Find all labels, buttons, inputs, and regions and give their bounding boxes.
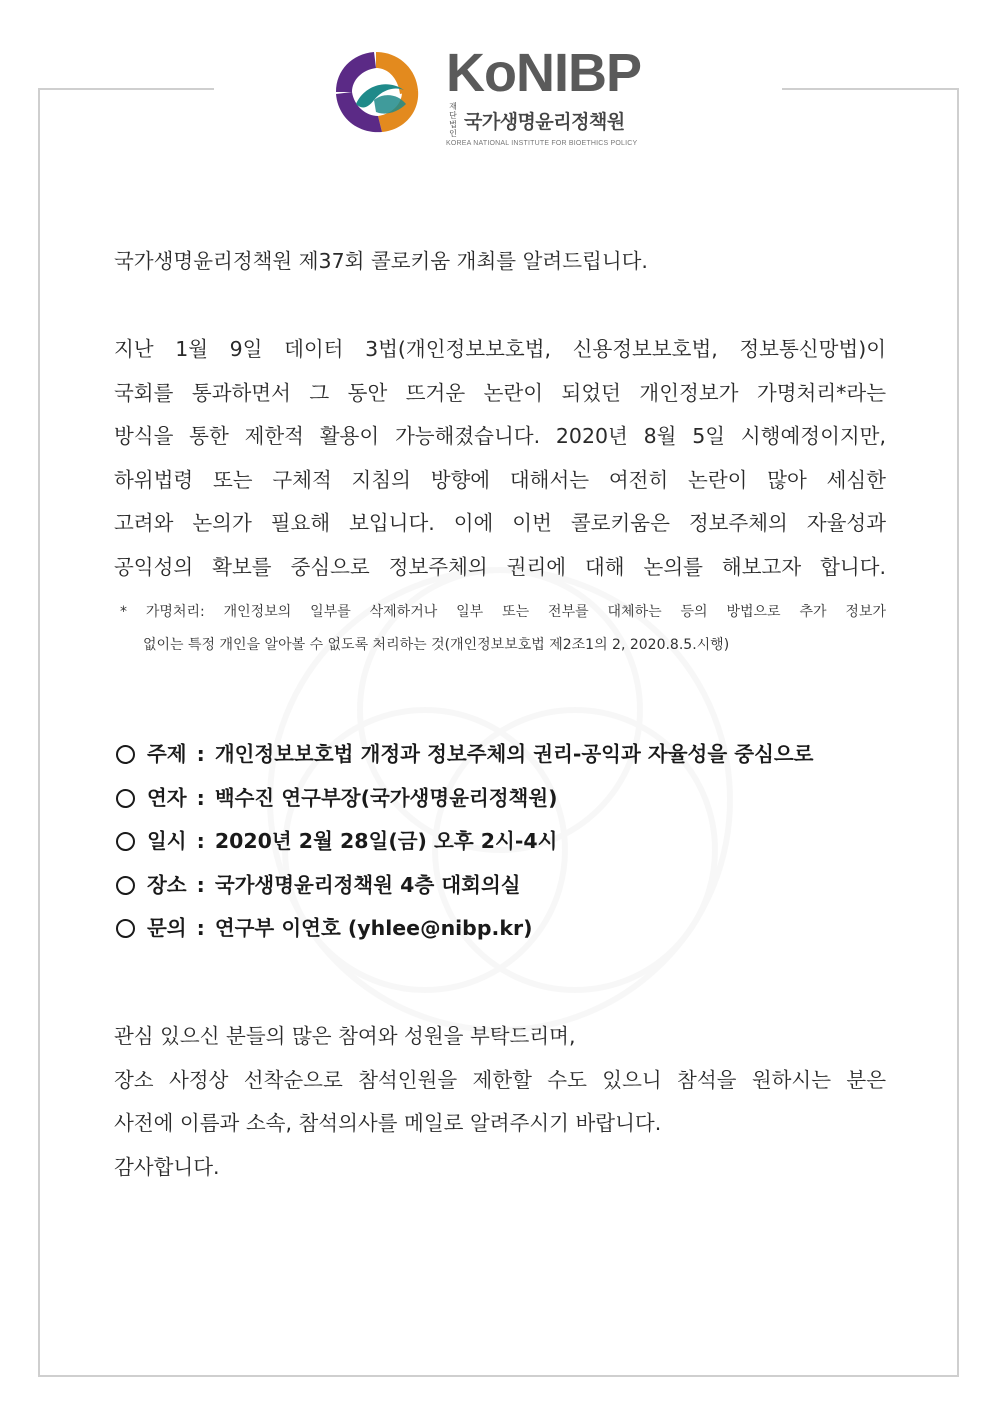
body-line: 국회를 통과하면서 그 동안 뜨거운 논란이 되었던 개인정보가 가명처리*라는 bbox=[114, 380, 886, 405]
detail-item-location bbox=[114, 864, 886, 908]
detail-item-datetime bbox=[114, 820, 886, 864]
frame-top-left-line bbox=[38, 88, 214, 90]
footnote-line: 없이는 특정 개인을 알아볼 수 없도록 처리하는 것(개인정보보호법 제2조1의 2, 2020.8.5.시행) bbox=[143, 637, 730, 653]
detail-item-topic bbox=[114, 733, 886, 777]
circle-bullet-icon bbox=[116, 919, 135, 938]
detail-value: 국가생명윤리정책원 4층 대회의실 bbox=[214, 872, 521, 897]
detail-label: 일시 bbox=[147, 829, 187, 853]
closing-line: 장소 사정상 선착순으로 참석인원을 제한할 수도 있으니 참석을 원하시는 분은 bbox=[114, 1067, 886, 1092]
closing-line: 사전에 이름과 소속, 참석의사를 메일로 알려주시기 바랍니다. bbox=[114, 1111, 662, 1135]
frame-left-line bbox=[38, 88, 40, 1376]
detail-colon: : bbox=[196, 785, 205, 810]
body-line: 지난 1월 9일 데이터 3법(개인정보보호법, 신용정보보호법, 정보통신망법)이 bbox=[114, 337, 886, 361]
body-paragraph bbox=[114, 328, 886, 589]
footnote bbox=[114, 596, 886, 662]
konibp-logo bbox=[328, 43, 673, 147]
frame-bottom-line bbox=[38, 1375, 959, 1377]
detail-label: 주제 bbox=[147, 742, 187, 766]
circle-bullet-icon bbox=[116, 832, 135, 851]
detail-value: 백수진 연구부장(국가생명윤리정책원) bbox=[214, 785, 558, 810]
frame-right-line bbox=[957, 88, 959, 1376]
frame-top-right-line bbox=[782, 88, 959, 90]
detail-value: 2020년 2월 28일(금) 오후 2시-4시 bbox=[214, 829, 558, 853]
detail-colon: : bbox=[196, 872, 205, 897]
footnote-line: * 가명처리: 개인정보의 일부를 삭제하거나 일부 또는 전부를 대체하는 등의 방법으로 추가 정보가 bbox=[120, 604, 886, 620]
detail-label: 문의 bbox=[147, 916, 187, 940]
logo-korean-name: 국가생명윤리정책원 bbox=[464, 110, 625, 133]
circle-bullet-icon bbox=[116, 745, 135, 764]
circle-bullet-icon bbox=[116, 789, 135, 808]
body-line: 공익성의 확보를 중심으로 정보주체의 권리에 대해 논의를 해보고자 합니다. bbox=[114, 554, 886, 579]
body-line: 방식을 통한 제한적 활용이 가능해졌습니다. 2020년 8월 5일 시행예정이지만, bbox=[114, 424, 886, 448]
logo-foundation-tag: 재단법인 bbox=[449, 102, 457, 138]
body-line: 고려와 논의가 필요해 보입니다. 이에 이번 콜로키움은 정보주체의 자율성과 bbox=[114, 511, 886, 535]
body-line: 하위법령 또는 구체적 지침의 방향에 대해서는 여전히 논란이 많아 세심한 bbox=[114, 467, 886, 492]
detail-label: 장소 bbox=[147, 872, 187, 897]
detail-label: 연자 bbox=[147, 785, 187, 810]
closing-paragraph bbox=[114, 1015, 886, 1189]
event-details-list bbox=[114, 733, 886, 951]
detail-colon: : bbox=[196, 829, 205, 853]
closing-line: 감사합니다. bbox=[114, 1154, 220, 1179]
detail-colon: : bbox=[196, 742, 205, 766]
closing-line: 관심 있으신 분들의 많은 참여와 성원을 부탁드리며, bbox=[114, 1024, 576, 1048]
logo-wordmark: KoNIBP bbox=[446, 43, 641, 103]
konibp-emblem-icon bbox=[328, 46, 424, 136]
detail-value: 연구부 이연호 (yhlee@nibp.kr) bbox=[214, 916, 533, 940]
circle-bullet-icon bbox=[116, 876, 135, 895]
detail-item-speaker bbox=[114, 777, 886, 821]
logo-english-name: KOREA NATIONAL INSTITUTE FOR BIOETHICS POLICY bbox=[446, 140, 638, 147]
detail-item-contact bbox=[114, 907, 886, 951]
intro-sentence: 국가생명윤리정책원 제37회 콜로키움 개최를 알려드립니다. bbox=[114, 249, 648, 273]
detail-value: 개인정보보호법 개정과 정보주체의 권리-공익과 자율성을 중심으로 bbox=[214, 742, 814, 766]
detail-colon: : bbox=[196, 916, 205, 940]
intro-section bbox=[114, 240, 886, 284]
